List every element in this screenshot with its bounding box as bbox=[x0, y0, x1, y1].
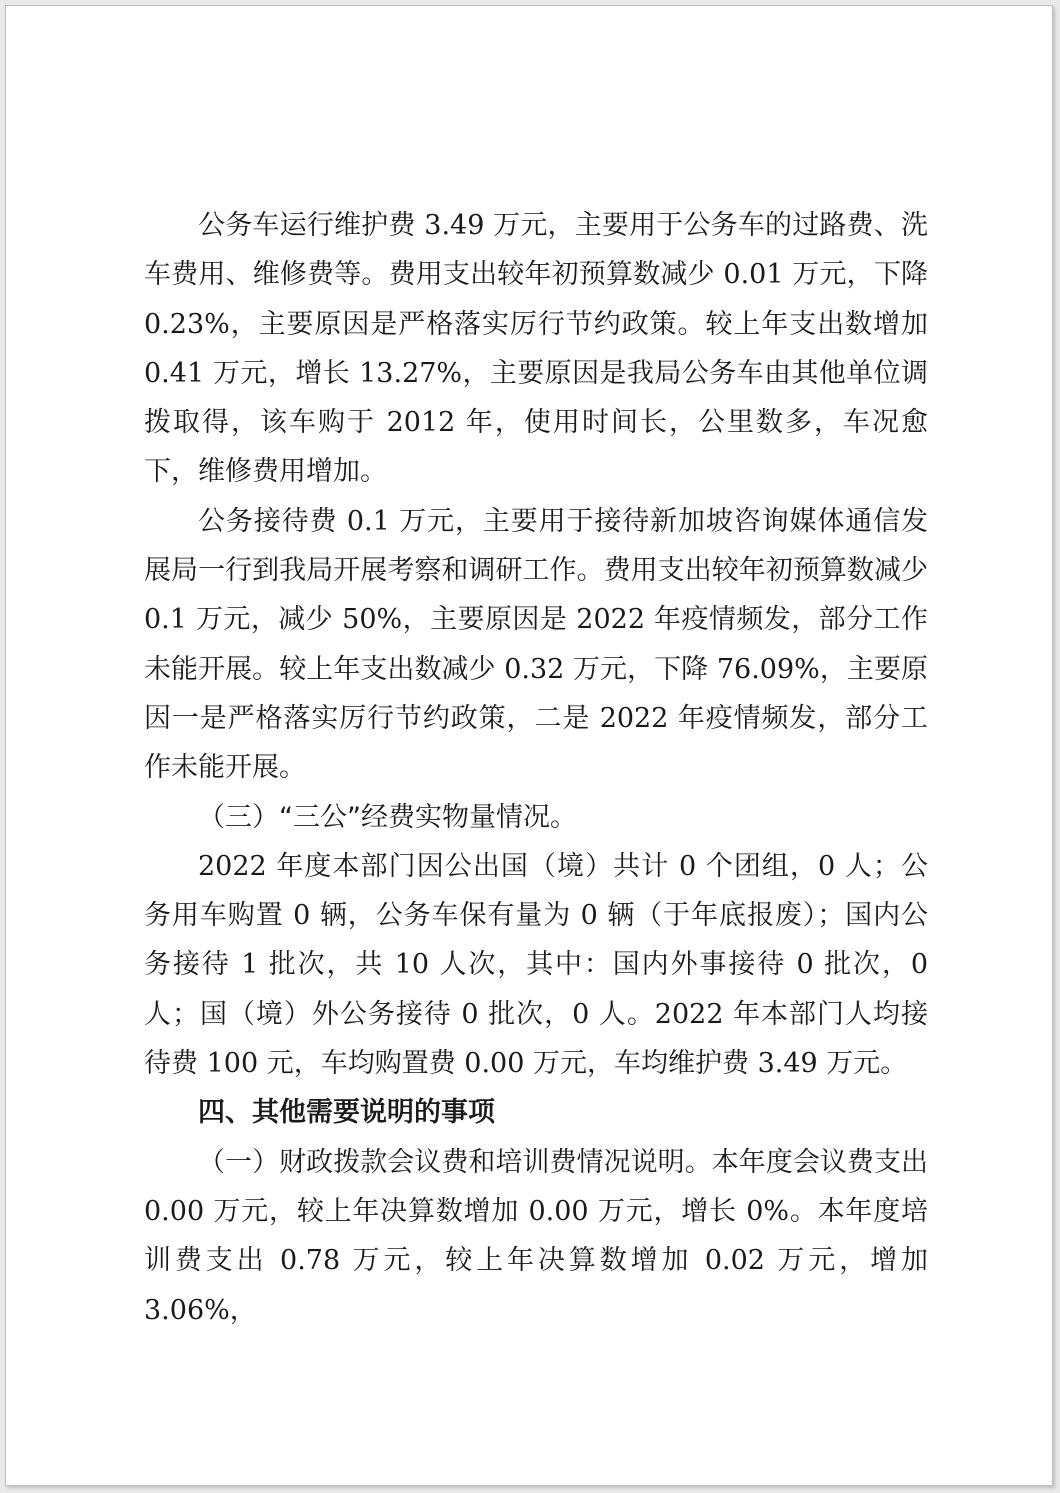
paragraph-physical-quantity: 2022 年度本部门因公出国（境）共计 0 个团组，0 人；公务用车购置 0 辆，公务车保有量为 0 辆（于年底报废）；国内公务接待 1 批次，共 10 人次，其中：国内外事接待 0 批次，0 人；国（境）外公务接待 0 批次，0 人。2022 年本部门人均接待费 100 元，车均购置费 0.00 万元，车均维护费 3.49 万元。 bbox=[144, 850, 928, 1080]
paragraph-vehicle-maintenance: 公务车运行维护费 3.49 万元，主要用于公务车的过路费、洗车费用、维修费等。费用支出较年初预算数减少 0.01 万元，下降 0.23%，主要原因是严格落实厉行节约政策。较上年支出数增加 0.41 万元，增长 13.27%，主要原因是我局公务车由其他单位调拨取得，该车购于 2012 年，使用时间长，公里数多，车况愈下，维修费用增加。 bbox=[144, 210, 928, 488]
document-page bbox=[5, 5, 1053, 1486]
document-body bbox=[144, 201, 928, 1335]
paragraph-reception-fee: 公务接待费 0.1 万元，主要用于接待新加坡咨询媒体通信发展局一行到我局开展考察和调研工作。费用支出较年初预算数减少 0.1 万元，减少 50%，主要原因是 2022 年疫情频发，部分工作未能开展。较上年支出数减少 0.32 万元，下降 76.09%，主要原因一是严格落实厉行节约政策，二是 2022 年疫情频发，部分工作未能开展。 bbox=[144, 505, 928, 784]
section-heading-other-matters: 四、其他需要说明的事项 bbox=[198, 1097, 495, 1129]
paragraph-meeting-training-fees: （一）财政拨款会议费和培训费情况说明。本年度会议费支出 0.00 万元，较上年决算数增加 0.00 万元，增长 0%。本年度培训费支出 0.78 万元，较上年决算数增加 0.02 万元，增加 3.06%， bbox=[144, 1146, 928, 1326]
subsection-heading-physical-quantity: （三）“三公”经费实物量情况。 bbox=[198, 801, 577, 833]
